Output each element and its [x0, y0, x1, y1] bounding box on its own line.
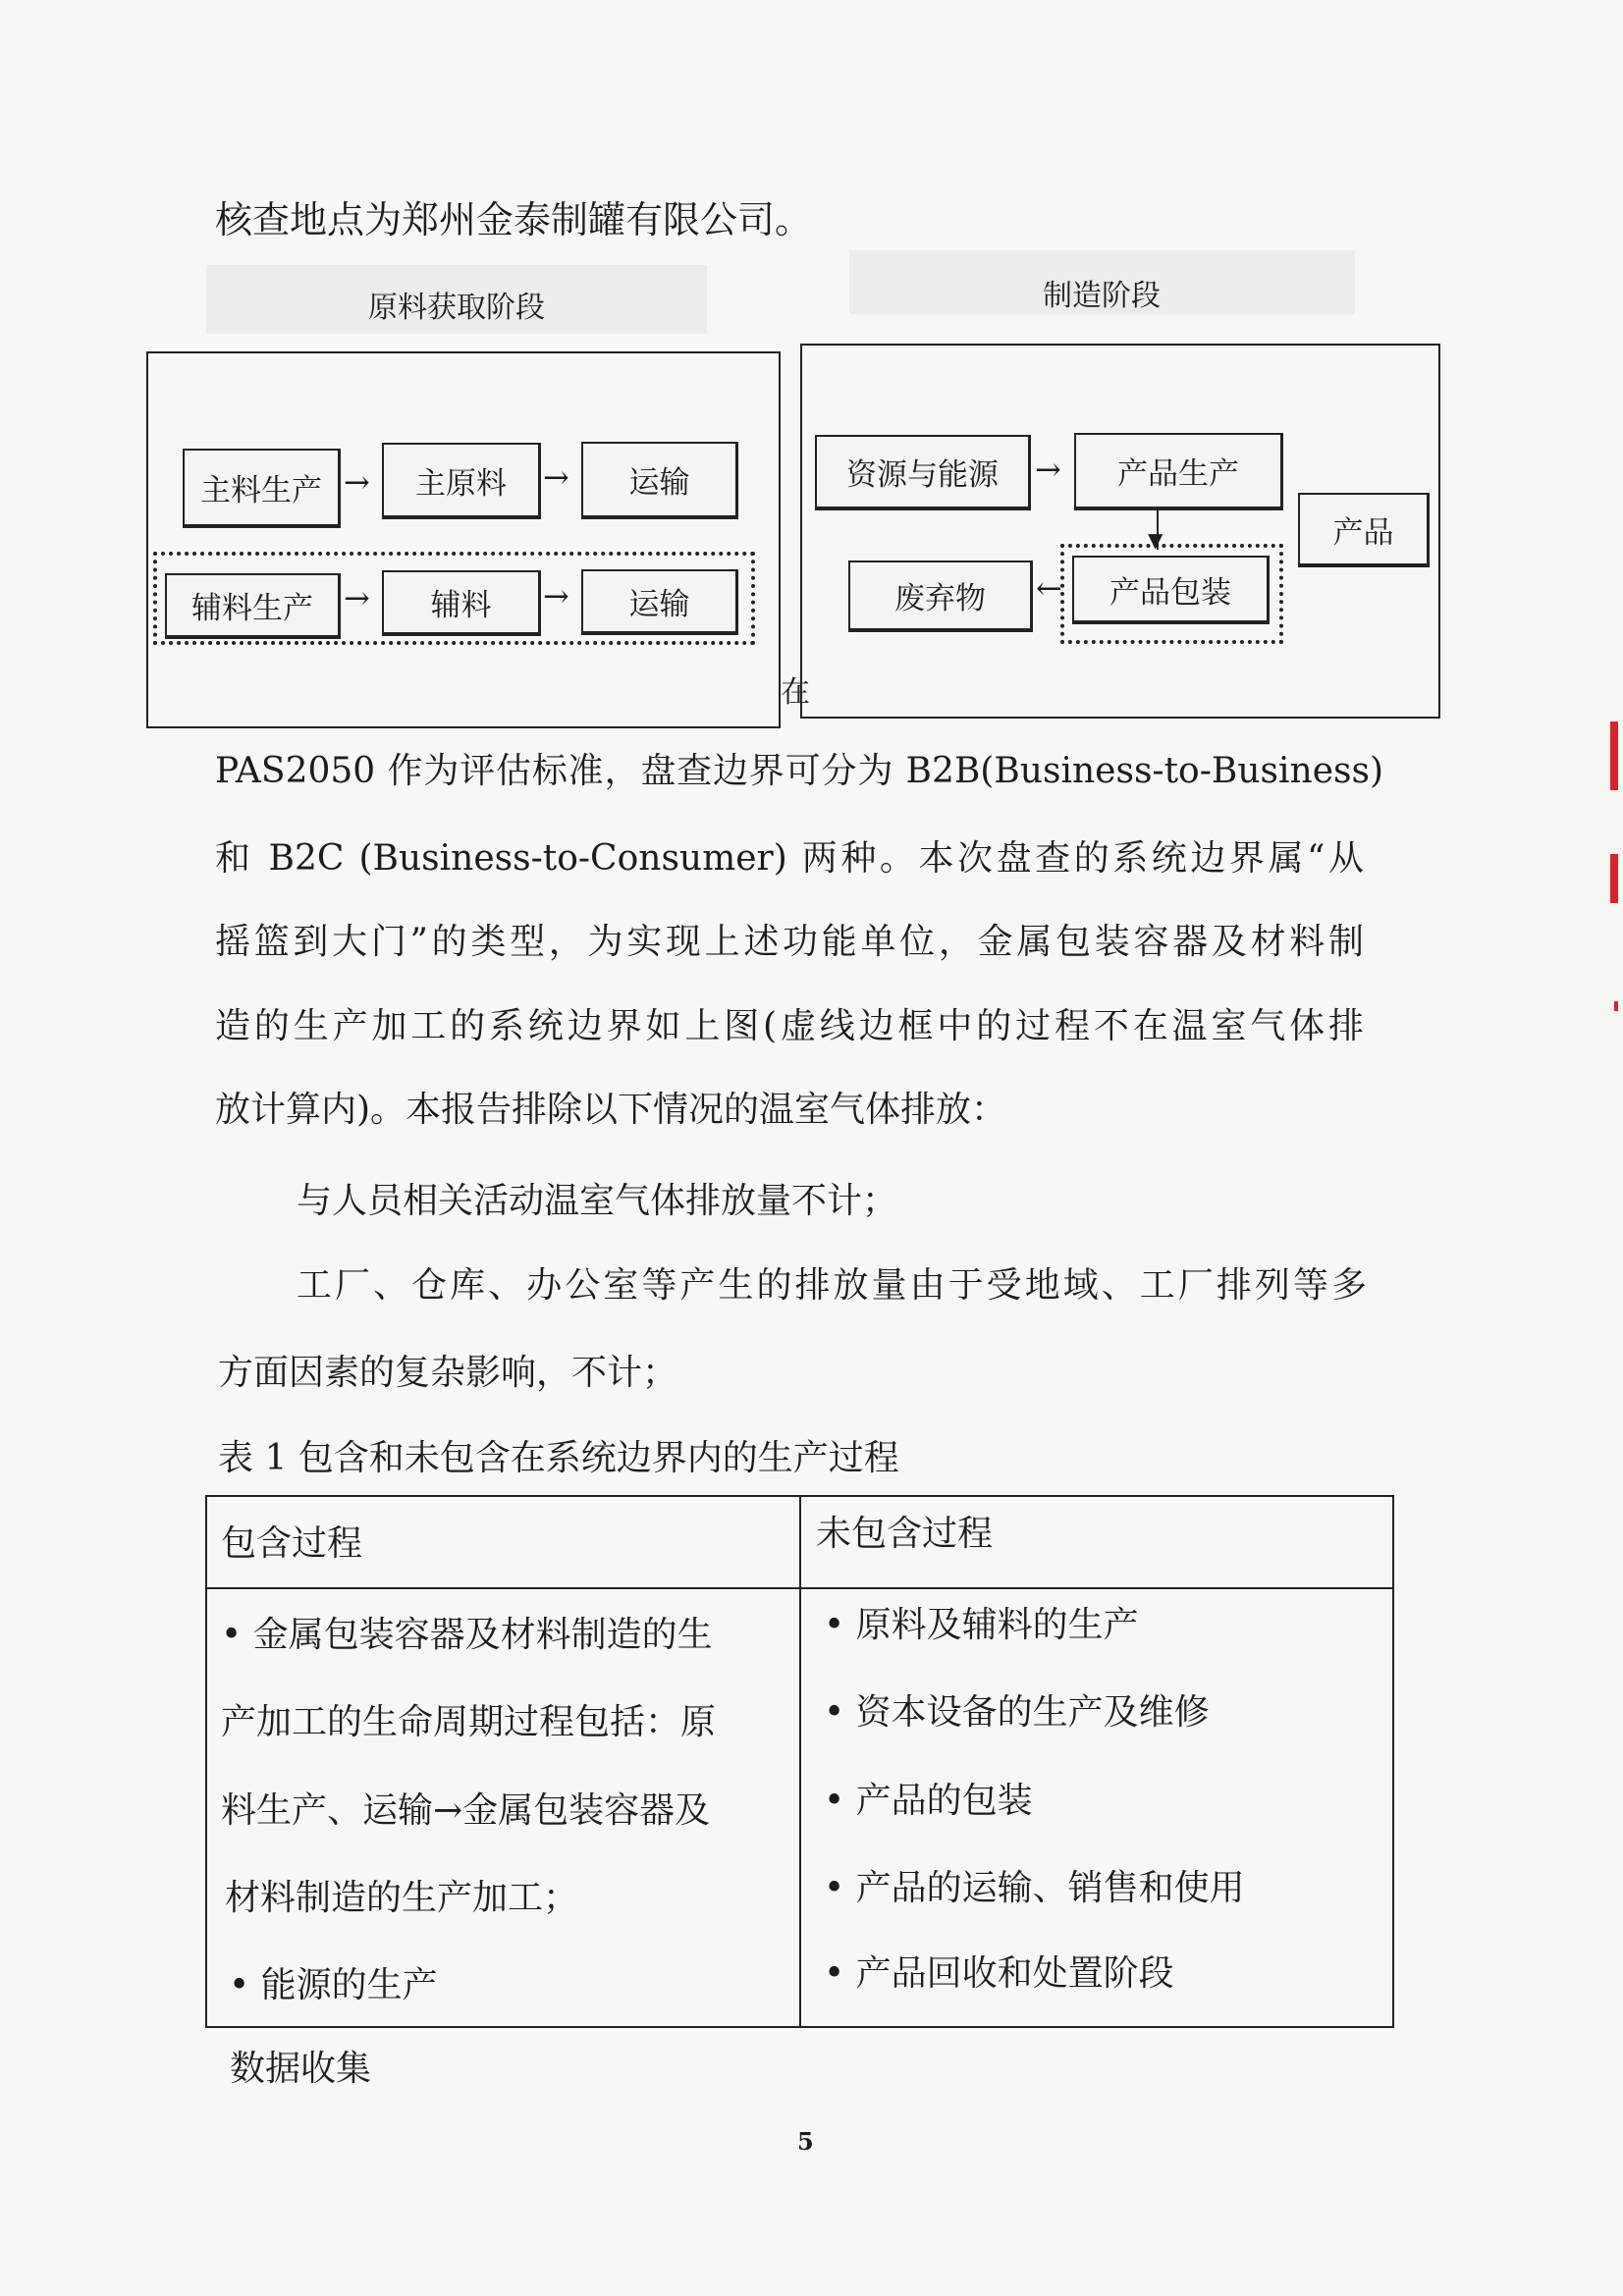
node-main-raw-material: 主原料	[382, 443, 541, 519]
header-excluded: 未包含过程	[816, 1514, 994, 1554]
arrow-down-icon: ▼	[1148, 528, 1163, 552]
arrow-right-icon: →	[543, 577, 569, 614]
table-header-divider	[207, 1587, 1392, 1589]
node-product-production: 产品生产	[1074, 433, 1283, 510]
paragraph-line: 摇篮到大门”的类型，为实现上述功能单位，金属包装容器及材料制	[215, 922, 1364, 962]
node-transport-aux: 运输	[581, 569, 738, 635]
included-line: 产加工的生命周期过程包括：原	[221, 1702, 717, 1742]
stage-label-manufacturing: 制造阶段	[1043, 279, 1161, 313]
edge-red-mark	[1614, 1001, 1618, 1011]
exclusion-item: 与人员相关活动温室气体排放量不计；	[297, 1181, 898, 1221]
node-main-material-production: 主料生产	[183, 449, 341, 528]
excluded-line: • 产品的运输、销售和使用	[824, 1868, 1245, 1908]
stage-label-raw-material: 原料获取阶段	[368, 291, 545, 325]
intro-line: 核查地点为郑州金泰制罐有限公司。	[215, 198, 813, 241]
node-aux-material-production: 辅料生产	[165, 573, 341, 639]
paragraph-line: PAS2050 作为评估标准，盘查边界可分为 B2B(Business-to-Business)	[215, 751, 1383, 791]
header-included: 包含过程	[221, 1523, 363, 1564]
paragraph-line: 造的生产加工的系统边界如上图(虚线边框中的过程不在温室气体排	[215, 1006, 1364, 1046]
table-column-divider	[799, 1497, 801, 2026]
raw-material-frame	[146, 351, 781, 728]
page-number: 5	[797, 2127, 814, 2156]
arrow-right-icon: →	[1035, 451, 1061, 488]
table-caption: 表 1 包含和未包含在系统边界内的生产过程	[218, 1438, 899, 1478]
included-line: 材料制造的生产加工；	[225, 1878, 579, 1918]
included-line: 料生产、运输→金属包装容器及	[221, 1790, 711, 1831]
excluded-line: • 产品回收和处置阶段	[824, 1953, 1174, 1994]
arrow-right-icon: →	[344, 463, 370, 501]
node-product: 产品	[1298, 493, 1430, 567]
arrow-right-icon: →	[543, 458, 569, 496]
paragraph-line: 放计算内)。本报告排除以下情况的温室气体排放：	[215, 1090, 1007, 1130]
node-waste: 废弃物	[848, 561, 1033, 632]
node-aux-material: 辅料	[382, 570, 541, 636]
edge-red-mark	[1610, 721, 1618, 790]
node-product-packaging: 产品包装	[1072, 556, 1270, 624]
stray-char: 在	[781, 675, 810, 710]
excluded-line: • 原料及辅料的生产	[824, 1605, 1139, 1645]
process-boundary-table	[205, 1495, 1394, 2028]
arrow-left-icon: ←	[1036, 569, 1062, 607]
included-line: • 能源的生产	[229, 1965, 438, 2005]
exclusion-item-cont: 方面因素的复杂影响，不计；	[218, 1353, 678, 1393]
edge-red-mark	[1610, 854, 1618, 903]
node-resources-energy: 资源与能源	[815, 435, 1031, 510]
exclusion-item: 工厂、仓库、办公室等产生的排放量由于受地域、工厂排列等多	[297, 1265, 1367, 1306]
arrow-right-icon: →	[344, 579, 370, 616]
paragraph-line: 和 B2C (Business-to-Consumer) 两种。本次盘查的系统边界属“从	[215, 838, 1364, 879]
excluded-line: • 资本设备的生产及维修	[824, 1692, 1210, 1733]
section-heading: 数据收集	[230, 2049, 372, 2089]
included-line: • 金属包装容器及材料制造的生	[221, 1615, 713, 1655]
node-transport-main: 运输	[581, 442, 738, 519]
excluded-line: • 产品的包装	[824, 1781, 1033, 1821]
